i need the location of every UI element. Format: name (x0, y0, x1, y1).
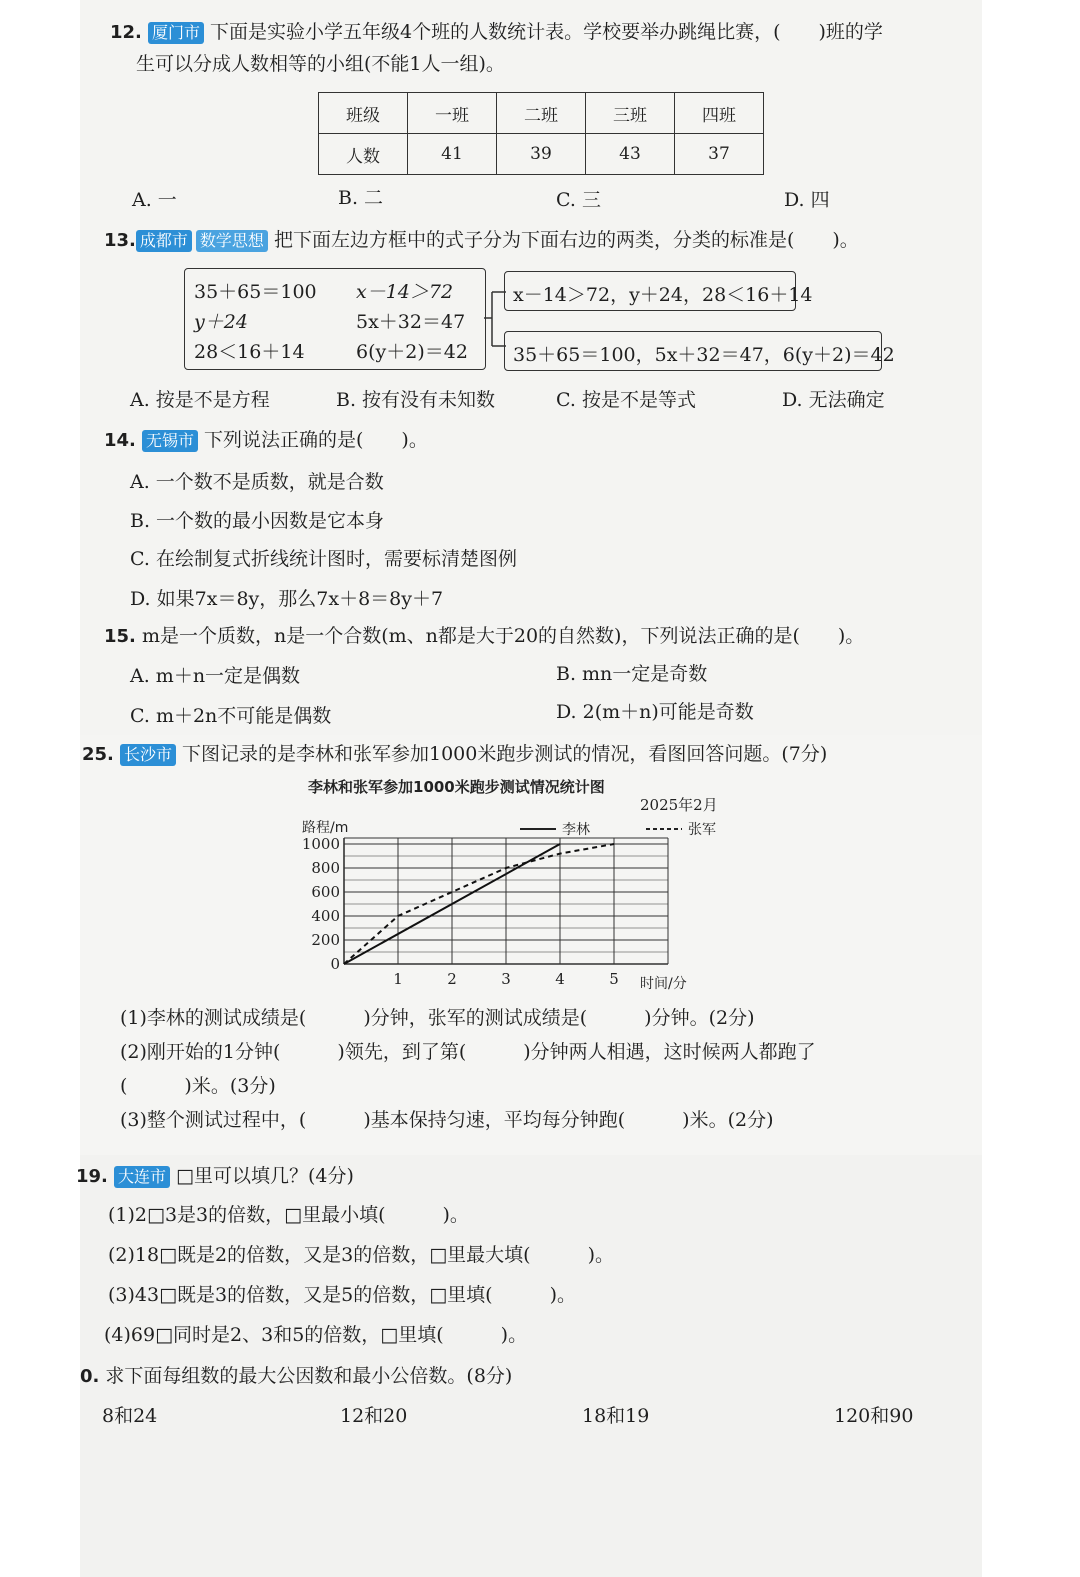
question-number: 13. (104, 230, 136, 251)
x-tick-label: 4 (555, 970, 565, 988)
question-20-line (80, 1364, 512, 1389)
y-tick-label: 600 (311, 883, 340, 901)
x-tick-label: 1 (393, 970, 403, 988)
table-header-cell: 一班 (408, 93, 497, 134)
option-c: C. 在绘制复式折线统计图时，需要标清楚图例 (130, 548, 517, 570)
x-tick-label: 5 (609, 970, 619, 988)
q19-sub-2: (2)18□既是2的倍数，又是3的倍数，□里最大填( )。 (108, 1244, 614, 1266)
question-19-line (76, 1164, 354, 1189)
question-number: 19. (76, 1166, 108, 1187)
table-row-label: 人数 (319, 134, 408, 175)
number-group: 12和20 (340, 1405, 408, 1427)
topic-tag: 数学思想 (196, 230, 268, 252)
table-header-cell: 二班 (497, 93, 586, 134)
chart-subtitle: 2025年2月 (640, 796, 718, 814)
chart-legend (520, 821, 716, 838)
question-15-line (104, 624, 864, 649)
question-number: 12. (110, 22, 142, 43)
option-a: A. 一 (132, 189, 177, 211)
q25-sub-1: (1)李林的测试成绩是( )分钟，张军的测试成绩是( )分钟。(2分) (120, 1007, 755, 1029)
category-two: 35＋65＝100，5x＋32＝47，6(y＋2)＝42 (513, 344, 895, 366)
option-c: C. 按是不是等式 (556, 389, 696, 411)
option-d: D. 四 (784, 189, 830, 211)
region-tag: 长沙市 (120, 744, 176, 766)
q19-sub-4: (4)69□同时是2、3和5的倍数，□里填( )。 (104, 1324, 528, 1346)
table-cell: 43 (586, 134, 675, 175)
question-12-line2: 生可以分成人数相等的小组(不能1人一组)。 (136, 53, 505, 75)
table-row (319, 134, 764, 175)
table-cell: 39 (497, 134, 586, 175)
option-b: B. mn一定是奇数 (556, 663, 708, 685)
question-text: 把下面左边方框中的式子分为下面右边的两类，分类的标准是( )。 (273, 229, 859, 251)
number-group: 8和24 (102, 1405, 158, 1427)
class-count-table (318, 92, 764, 175)
question-text: 下列说法正确的是( )。 (204, 429, 428, 451)
table-cell: 41 (408, 134, 497, 175)
region-tag: 无锡市 (142, 430, 198, 452)
question-text: □里可以填几？(4分) (176, 1165, 354, 1187)
question-13-line (104, 228, 859, 253)
y-tick-label: 1000 (301, 835, 340, 853)
question-text: m是一个质数，n是一个合数(m、n都是大于20的自然数)，下列说法正确的是( )。 (141, 625, 865, 647)
y-axis-label: 路程/m (302, 820, 349, 836)
q25-sub-2: (2)刚开始的1分钟( )领先，到了第( )分钟两人相遇，这时候两人都跑了 (120, 1041, 816, 1063)
expression: 6(y＋2)＝42 (356, 341, 468, 363)
table-header-cell: 四班 (675, 93, 764, 134)
question-number: 14. (104, 430, 136, 451)
table-cell: 37 (675, 134, 764, 175)
question-number: 25. (82, 744, 114, 765)
question-text: 求下面每组数的最大公因数和最小公倍数。(8分) (105, 1365, 513, 1387)
option-b: B. 按有没有未知数 (336, 389, 496, 411)
q25-sub-2-cont: ( )米。(3分) (120, 1075, 276, 1097)
chart-title: 李林和张军参加1000米跑步测试情况统计图 (308, 778, 605, 796)
category-one: x－14＞72，y＋24，28＜16＋14 (513, 284, 813, 306)
expression: x－14＞72 (356, 281, 454, 303)
region-tag: 大连市 (114, 1166, 170, 1188)
legend-zhang-jun: 张军 (688, 822, 716, 838)
chart-grid (344, 838, 668, 964)
question-25-line (82, 742, 827, 767)
option-a: A. 一个数不是质数，就是合数 (130, 471, 384, 493)
expression: 5x＋32＝47 (356, 311, 466, 333)
legend-li-lin: 李林 (562, 822, 590, 838)
question-number: 0. (80, 1366, 100, 1387)
option-c: C. 三 (556, 189, 601, 211)
x-axis-label: 时间/分 (640, 976, 687, 992)
region-tag: 成都市 (136, 230, 192, 252)
q19-sub-1: (1)2□3是3的倍数，□里最小填( )。 (108, 1204, 469, 1226)
option-d: D. 2(m＋n)可能是奇数 (556, 701, 754, 723)
table-header-cell: 三班 (586, 93, 675, 134)
question-12-line1 (110, 20, 883, 45)
question-text: 下面是实验小学五年级4个班的人数统计表。学校要举办跳绳比赛，( )班的学 (210, 21, 883, 43)
expression: 28＜16＋14 (194, 341, 305, 363)
y-tick-label: 0 (330, 955, 340, 973)
option-b: B. 二 (338, 187, 384, 209)
option-d: D. 无法确定 (782, 389, 885, 411)
number-group: 120和90 (834, 1405, 914, 1427)
region-tag: 厦门市 (148, 22, 204, 44)
y-tick-label: 800 (311, 859, 340, 877)
x-tick-label: 3 (501, 970, 511, 988)
running-test-line-chart (290, 770, 750, 1000)
expression: 35＋65＝100 (194, 281, 317, 303)
question-14-line (104, 428, 428, 453)
q19-sub-3: (3)43□既是3的倍数，又是5的倍数，□里填( )。 (108, 1284, 576, 1306)
expression: y＋24 (194, 311, 248, 333)
table-header-cell: 班级 (319, 93, 408, 134)
question-text: 下图记录的是李林和张军参加1000米跑步测试的情况，看图回答问题。(7分) (182, 743, 828, 765)
option-d: D. 如果7x＝8y，那么7x＋8＝8y＋7 (130, 588, 444, 610)
number-group: 18和19 (582, 1405, 650, 1427)
question-number: 15. (104, 626, 136, 647)
table-header-row (319, 93, 764, 134)
chart-ticks (302, 835, 619, 988)
option-c: C. m＋2n不可能是偶数 (130, 705, 332, 727)
x-tick-label: 2 (447, 970, 457, 988)
bracket-connector (484, 286, 506, 356)
y-tick-label: 200 (311, 931, 340, 949)
option-b: B. 一个数的最小因数是它本身 (130, 510, 385, 532)
option-a: A. m＋n一定是偶数 (130, 665, 301, 687)
q25-sub-3: (3)整个测试过程中，( )基本保持匀速，平均每分钟跑( )米。(2分) (120, 1109, 774, 1131)
option-a: A. 按是不是方程 (130, 389, 270, 411)
y-tick-label: 400 (311, 907, 340, 925)
